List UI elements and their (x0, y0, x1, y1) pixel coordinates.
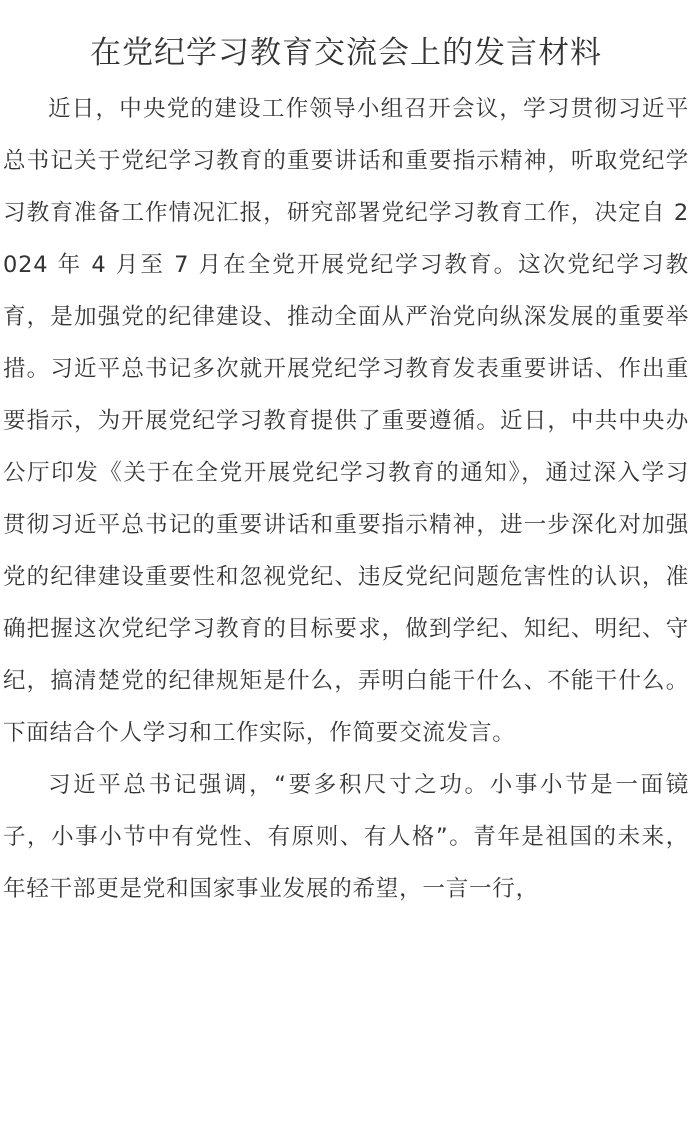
document-title: 在党纪学习教育交流会上的发言材料 (90, 35, 602, 71)
body-paragraph-1: 近日，中央党的建设工作领导小组召开会议，学习贯彻习近平总书记关于党纪学习教育的重要讲话和重要指示精神，听取党纪学习教育准备工作情况汇报，研究部署党纪学习教育工作，决定自 2024 年 4 月至 7 月在全党开展党纪学习教育。这次党纪学习教育，是加强党的纪律建设、推动全面从严治党向纵深发展的重要举措。习近平总书记多次就开展党纪学习教育发表重要讲话、作出重要指示，为开展党纪学习教育提供了重要遵循。近日，中共中央办公厅印发《关于在全党开展党纪学习教育的通知》，通过深入学习贯彻习近平总书记的重要讲话和重要指示精神，进一步深化对加强党的纪律建设重要性和忽视党纪、违反党纪问题危害性的认识，准确把握这次党纪学习教育的目标要求，做到学纪、知纪、明纪、守纪，搞清楚党的纪律规矩是什么，弄明白能干什么、不能干什么。下面结合个人学习和工作实际，作简要交流发言。 (3, 96, 689, 746)
document-body (3, 83, 689, 915)
body-paragraph-2: 习近平总书记强调，“要多积尺寸之功。小事小节是一面镜子，小事小节中有党性、有原则、有人格”。青年是祖国的未来，年轻干部更是党和国家事业发展的希望，一言一行， (3, 772, 689, 902)
document-page (0, 32, 693, 1129)
